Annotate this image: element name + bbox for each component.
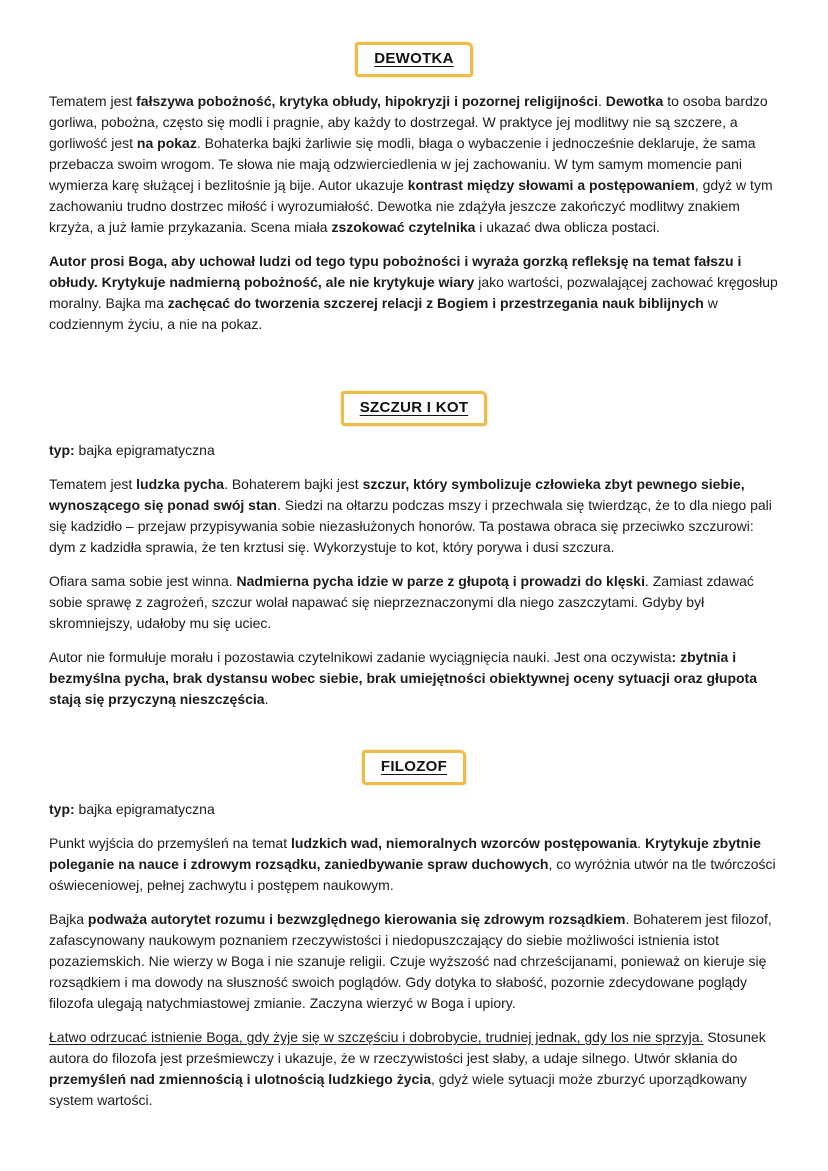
- text-run: Łatwo odrzucać istnienie Boga, gdy żyje się w szczęściu i dobrobycie, trudniej jednak, gdy los nie sprzyja.: [49, 1029, 704, 1045]
- paragraph: [49, 799, 779, 820]
- text-run: na pokaz: [136, 135, 197, 151]
- paragraph: [49, 440, 779, 461]
- text-run: przemyśleń nad zmiennością i ulotnością ludzkiego życia: [49, 1071, 431, 1087]
- text-run: .: [597, 93, 606, 109]
- text-run: Autor prosi Boga, aby uchował ludzi od tego typu pobożności i wyraża gorzką refleksję na temat fałszu i obłudy. Krytykuje nadmierną pobożność, ale nie krytykuje wiary: [49, 253, 742, 290]
- text-run: fałszywa pobożność, krytyka obłudy, hipokryzji i pozornej religijności: [136, 93, 598, 109]
- section-blocks: [49, 91, 779, 335]
- text-run: , gdyż wiele sytuacji może zburzyć uporządkowany system wartości.: [49, 1071, 747, 1108]
- section-title-box: [362, 750, 466, 785]
- paragraph: [49, 647, 779, 710]
- section-blocks: [49, 799, 779, 1111]
- document-section: [49, 750, 779, 1111]
- text-run: Stosunek autora do filozofa jest prześmiewczy i ukazuje, że w rzeczywistości jest słaby, a udaje silnego. Utwór skłania do: [49, 1029, 766, 1066]
- paragraph: [49, 833, 779, 896]
- paragraph: [49, 571, 779, 634]
- section-title-box: [355, 42, 473, 77]
- paragraph: [49, 909, 779, 1014]
- text-run: Nadmierna pycha idzie w parze z głupotą i prowadzi do klęski: [236, 573, 645, 589]
- text-run: Tematem jest: [49, 476, 137, 492]
- text-run: jako wartości, pozwalającej zachować kręgosłup moralny. Bajka ma: [49, 274, 778, 311]
- text-run: . Bohaterem jest filozof, zafascynowany naukowym poznaniem rzeczywistości i niedopuszczający do siebie możliwości istnienia istot pozaziemskich. Nie wierzy w Boga i nie szanuje religii. Czuje wyższość nad chrześcijanami, ponieważ on kieruje się rozsądkiem i ma dowody na słuszność swoich poglądów. Gdy dotyka to słabość, pozornie zdecydowane poglądy filozofa ulegają natychmiastowej zmianie. Zaczyna wierzyć w Boga i upiory.: [49, 911, 772, 1011]
- text-run: bajka epigramatyczna: [74, 801, 215, 817]
- text-run: zszokować czytelnika: [331, 219, 476, 235]
- section-title: SZCZUR I KOT: [359, 399, 469, 416]
- paragraph: [49, 91, 779, 238]
- document-section: [49, 391, 779, 710]
- text-run: Ofiara sama sobie jest winna.: [49, 573, 237, 589]
- text-run: Punkt wyjścia do przemyśleń na temat: [49, 835, 291, 851]
- text-run: zachęcać do tworzenia szczerej relacji z Bogiem i przestrzegania nauk biblijnych: [167, 295, 704, 311]
- paragraph: [49, 474, 779, 558]
- text-run: , co wyróżnia utwór na tle twórczości oświeceniowej, pełnej zachwytu i postępem naukowym.: [49, 856, 776, 893]
- text-run: i ukazać dwa oblicza postaci.: [475, 219, 660, 235]
- text-run: to osoba bardzo gorliwa, pobożna, często się modli i pragnie, aby każdy to dostrzegał. W praktyce jej modlitwy nie są szczere, a gorliwość jest: [49, 93, 768, 151]
- text-run: Dewotka: [605, 93, 664, 109]
- text-run: Bajka: [49, 911, 88, 927]
- section-blocks: [49, 440, 779, 710]
- text-run: Krytykuje zbytnie poleganie na nauce i zdrowym rozsądku, zaniedbywanie spraw duchowych: [49, 835, 761, 872]
- text-run: ludzkich wad, niemoralnych wzorców postępowania: [291, 835, 638, 851]
- paragraph: [49, 251, 779, 335]
- text-run: ludzka pycha: [136, 476, 225, 492]
- text-run: . Siedzi na ołtarzu podczas mszy i przechwala się twierdząc, że to dla niego pali się kadzidło – przejaw przypisywania sobie niezasłużonych honorów. Ta postawa obraca się przeciwko szczurowi: dym z kadzidła sprawia, że ten krztusi się. Wykorzystuje to kot, który porywa i dusi szczura.: [49, 497, 772, 555]
- text-run: Autor nie formułuje morału i pozostawia czytelnikowi zadanie wyciągnięcia nauki. Jest ona oczywista: [49, 649, 672, 665]
- text-run: typ:: [49, 442, 75, 458]
- section-title-box: [341, 391, 488, 426]
- text-run: w codziennym życiu, a nie na pokaz.: [49, 295, 718, 332]
- text-run: : zbytnia i bezmyślna pycha, brak dystansu wobec siebie, brak umiejętności obiektywnej oceny sytuacji oraz głupota stają się przyczyną nieszczęścia: [49, 649, 758, 707]
- text-run: kontrast między słowami a postępowaniem: [407, 177, 695, 193]
- text-run: . Bohaterem bajki jest: [224, 476, 363, 492]
- document-section: [49, 42, 779, 335]
- text-run: bajka epigramatyczna: [74, 442, 215, 458]
- section-title: DEWOTKA: [374, 50, 454, 67]
- text-run: . Bohaterka bajki żarliwie się modli, błaga o wybaczenie i jednocześnie deklaruje, że sama przebacza swoim wrogom. Te słowa nie mają odzwierciedlenia w jej zachowaniu. W tym samym momencie pani wymierza karę służącej i bezlitośnie ją bije. Autor ukazuje: [49, 135, 756, 193]
- paragraph: [49, 1027, 779, 1111]
- text-run: .: [264, 691, 269, 707]
- text-run: .: [637, 835, 645, 851]
- document-body: [49, 42, 779, 1111]
- text-run: , gdyż w tym zachowaniu trudno dostrzec miłość i wyrozumiałość. Dewotka nie zdążyła jeszcze zakończyć modlitwy znakiem krzyża, a już łamie przykazania. Scena miała: [49, 177, 773, 235]
- section-title: FILOZOF: [380, 758, 448, 775]
- text-run: podważa autorytet rozumu i bezwzględnego kierowania się zdrowym rozsądkiem: [87, 911, 626, 927]
- text-run: Tematem jest: [49, 93, 137, 109]
- text-run: szczur, który symbolizuje człowieka zbyt pewnego siebie, wynoszącego się ponad swój stan: [49, 476, 745, 513]
- text-run: typ:: [49, 801, 75, 817]
- text-run: . Zamiast zdawać sobie sprawę z zagrożeń, szczur wolał napawać się nieprzeznaczonymi dla niego zaszczytami. Gdyby był skromniejszy, udałoby mu się uciec.: [49, 573, 754, 631]
